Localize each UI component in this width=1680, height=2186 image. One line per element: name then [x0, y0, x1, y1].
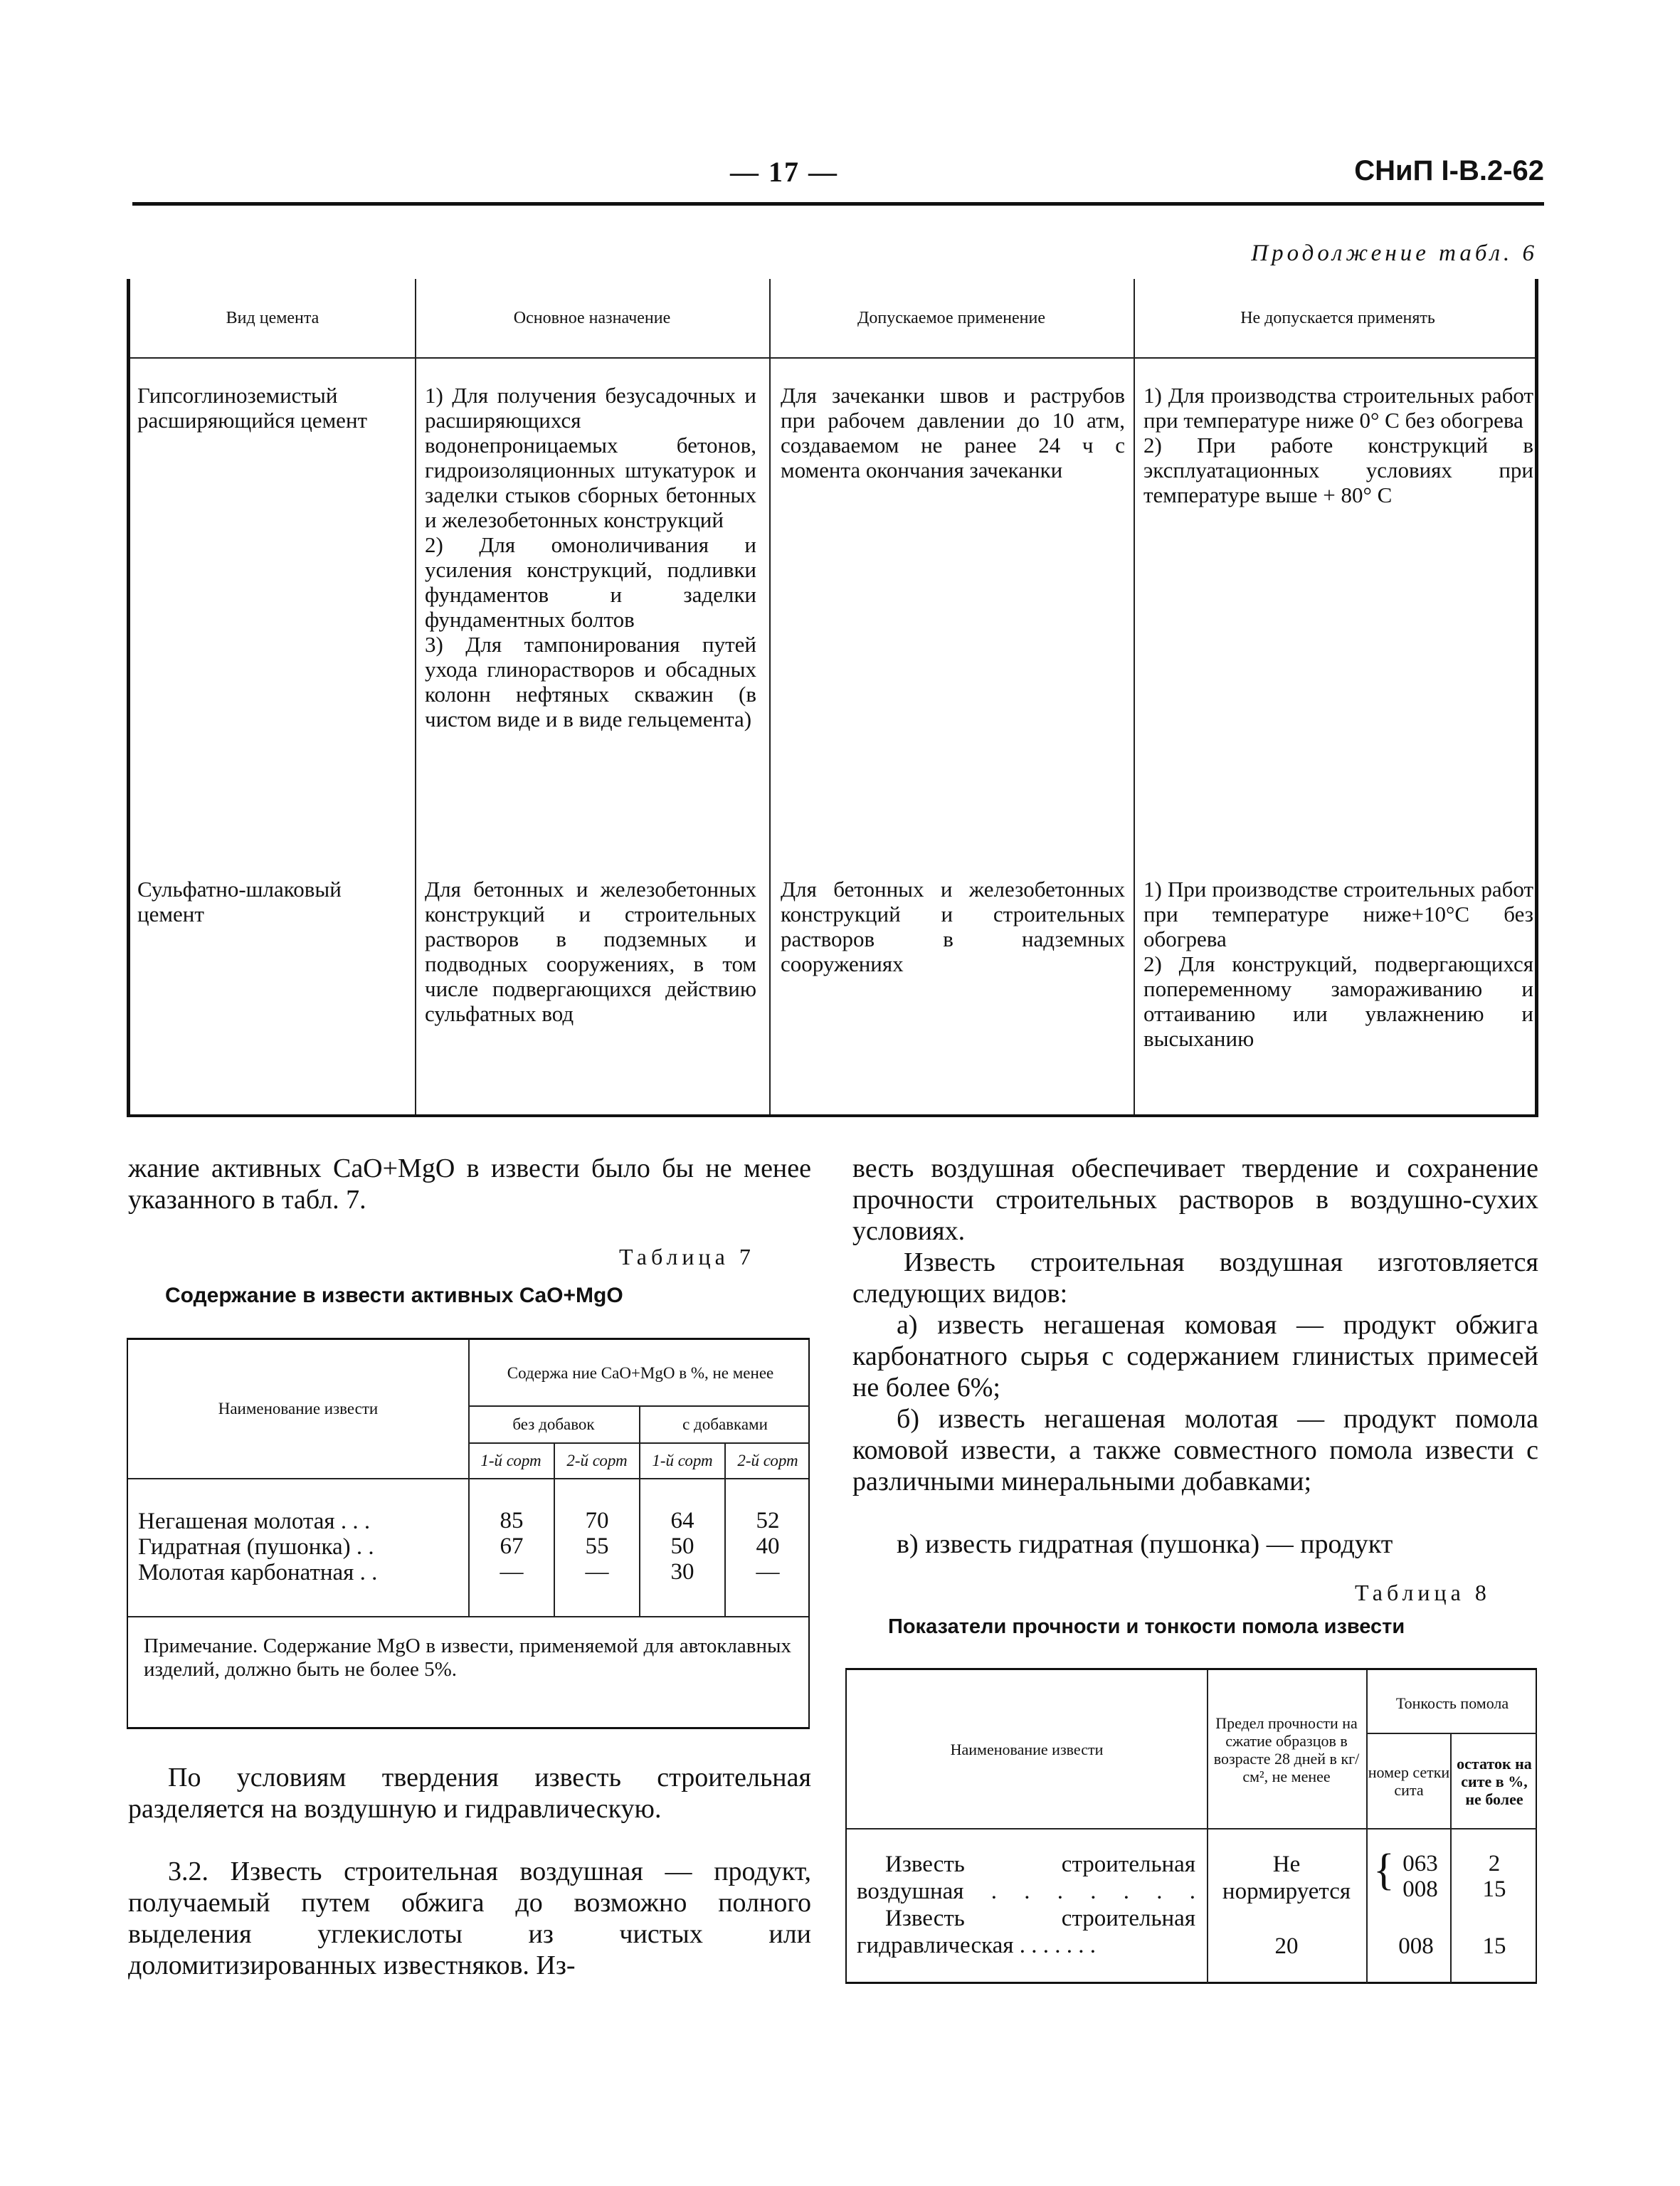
- table7-header-group: Содержа ние CaO+MgO в %, не менее: [507, 1364, 774, 1382]
- table6-header-main: Основное назначение: [513, 308, 671, 327]
- table7-title: Содержание в извести активных CaO+MgO: [165, 1284, 623, 1307]
- table7-header-grade: 1-й сорт: [480, 1452, 541, 1469]
- table-6: [127, 279, 1538, 1117]
- table6-cell-type: Сульфатно-шлаковый цемент: [137, 877, 342, 926]
- right-paragraph-3: а) известь негашеная комовая — продукт обжига карбонатного сырья с содержанием глинистых примесей не более 6%;: [852, 1310, 1538, 1403]
- table7-header-grade: 1-й сорт: [652, 1452, 713, 1469]
- table7-value: 40: [756, 1533, 780, 1559]
- table7-note-rule: [128, 1616, 808, 1617]
- table8-strength-value: Не нормируется: [1222, 1852, 1351, 1904]
- table6-header-type: Вид цемента: [226, 308, 319, 327]
- table7-value: 55: [585, 1533, 609, 1559]
- table7-note: Примечание. Содержание MgO в извести, применяемой для автоклавных изделий, должно быть не более 5%.: [144, 1635, 791, 1681]
- table6-cell-allowed: Для бетонных и железобетонных конструкций и строительных растворов в надземных сооружениях: [781, 877, 1125, 976]
- table6-cell-forbidden: 1) Для производства строительных работ при температуре ниже 0° С без обогрева 2) При работе конструкций в эксплуатационных условиях при температуре выше + 80° С: [1143, 383, 1533, 507]
- table8-sieve-value: 008: [1398, 1933, 1434, 1959]
- table7-header-with-additives: с добавками: [682, 1415, 768, 1433]
- table8-divider: [1207, 1670, 1208, 1983]
- table7-value: 85: [500, 1508, 524, 1533]
- brace-icon: {: [1373, 1846, 1395, 1894]
- table6-cell-type: Гипсоглиноземистый расширяющийся цемент: [137, 383, 368, 433]
- table7-row-name: Негашеная молотая . . .: [138, 1509, 371, 1534]
- table8-residue-value: 2: [1488, 1851, 1501, 1876]
- table7-header-grade: 2-й сорт: [566, 1452, 628, 1469]
- table8-header-residue: остаток на сите в %, не более: [1457, 1754, 1532, 1808]
- table6-divider: [769, 279, 771, 1114]
- table6-cell-forbidden: 1) При производстве строительных работ при температуре ниже+10°С без обогрева 2) Для конструкций, подвергающихся попеременному замораживанию и оттаиванию или увлажнению и высыханию: [1143, 877, 1533, 1051]
- table8-residue-value: 15: [1482, 1933, 1506, 1959]
- table7-value: 64: [670, 1508, 694, 1533]
- table6-divider: [1134, 279, 1135, 1114]
- table8-header-name: Наименование извести: [950, 1740, 1104, 1758]
- table7-row-name: Гидратная (пушонка) . .: [138, 1534, 374, 1560]
- table8-strength-value: 20: [1274, 1933, 1299, 1959]
- table7-value: 52: [756, 1508, 780, 1533]
- table7-row-name: Молотая карбонатная . .: [138, 1560, 378, 1585]
- table-8: [845, 1668, 1537, 1984]
- right-paragraph-4: б) известь негашеная молотая — продукт помола комовой извести, а также совместного помола извести с различными минеральными добавками;: [852, 1404, 1538, 1496]
- table7-header-no-additives: без добавок: [512, 1415, 595, 1433]
- table7-value: —: [585, 1559, 609, 1585]
- table8-title: Показатели прочности и тонкости помола извести: [888, 1615, 1405, 1638]
- left-paragraph-2: По условиям твердения известь строительная разделяется на воздушную и гидравлическую.: [128, 1763, 811, 1824]
- table6-cell-main: 1) Для получения безусадочных и расширяющихся водонепроницаемых бетонов, гидроизоляционных штукатурок и заделки стыков сборных бетонных и железобетонных конструкций 2) Для омоноличивания и усиления конструкций, подливки фундаментов и заделки фундаментных болтов 3) Для тампонирования путей ухода глинорастворов и обсадных колонн нефтяных скважин (в чистом виде и в виде гельцемента): [425, 383, 756, 732]
- table7-value: 70: [585, 1508, 609, 1533]
- table7-header-grade: 2-й сорт: [737, 1452, 798, 1469]
- table6-divider: [415, 279, 416, 1114]
- table6-header-rule: [130, 357, 1535, 359]
- table6-cell-allowed: Для зачеканки швов и раструбов при рабочем давлении до 10 атм, создаваемом не ранее 24 ч с момента окончания зачеканки: [781, 383, 1125, 482]
- table8-label: Таблица 8: [1355, 1580, 1491, 1605]
- table6-caption: Продолжение табл. 6: [1251, 241, 1538, 266]
- table8-divider: [1366, 1733, 1537, 1734]
- right-paragraph-5: в) известь гидратная (пушонка) — продукт: [897, 1529, 1393, 1559]
- left-paragraph-3: 3.2. Известь строительная воздушная — продукт, получаемый путем обжига до возможно полного выделения углекислоты из чистых или доломитизированных известняков. Из-: [128, 1857, 811, 1980]
- page-number: — 17 —: [730, 156, 838, 188]
- table8-residue-value: 15: [1482, 1876, 1506, 1902]
- table7-label: Таблица 7: [619, 1244, 755, 1269]
- table8-sieve-value: 008: [1402, 1876, 1438, 1902]
- table7-header-name: Наименование извести: [218, 1400, 379, 1417]
- table8-row-name: Известь строительная гидравлическая . . . . . . .: [857, 1906, 1195, 1958]
- page-header: [132, 155, 1544, 198]
- table6-header-forbidden: Не допускается применять: [1240, 308, 1435, 327]
- left-paragraph-1: жание активных CaO+MgO в извести было бы не менее указанного в табл. 7.: [128, 1153, 811, 1215]
- right-paragraph-1: весть воздушная обеспечивает твердение и сохранение прочности строительных растворов в воздушно-сухих условиях.: [852, 1153, 1538, 1246]
- table8-header-rule: [847, 1828, 1537, 1829]
- table8-sieve-value: 063: [1402, 1851, 1438, 1876]
- table-7: [127, 1338, 810, 1729]
- table7-value: 30: [670, 1559, 694, 1585]
- table7-value: —: [500, 1559, 524, 1585]
- right-paragraph-2: Известь строительная воздушная изготовляется следующих видов:: [852, 1247, 1538, 1309]
- table8-row-name: Известь строительная воздушная . . . . . . .: [857, 1852, 1195, 1904]
- table6-cell-main: Для бетонных и железобетонных конструкций и строительных растворов в подземных и подводных сооружениях, в том числе подвергающихся действию сульфатных вод: [425, 877, 756, 1026]
- document-code: СНиП I-В.2-62: [1354, 155, 1544, 186]
- table7-value: —: [756, 1559, 780, 1585]
- table8-header-fineness: Тонкость помола: [1395, 1694, 1509, 1712]
- table7-header-rule: [128, 1478, 808, 1479]
- table8-header-strength: Предел прочности на сжатие образцов в возрасте 28 дней в кг/см², не менее: [1213, 1714, 1360, 1785]
- table7-value: 67: [500, 1533, 524, 1559]
- header-rule: [132, 202, 1544, 206]
- table6-header-allowed: Допускаемое применение: [857, 308, 1045, 327]
- table8-header-sieve: номер сетки сита: [1368, 1763, 1450, 1799]
- table7-value: 50: [670, 1533, 694, 1559]
